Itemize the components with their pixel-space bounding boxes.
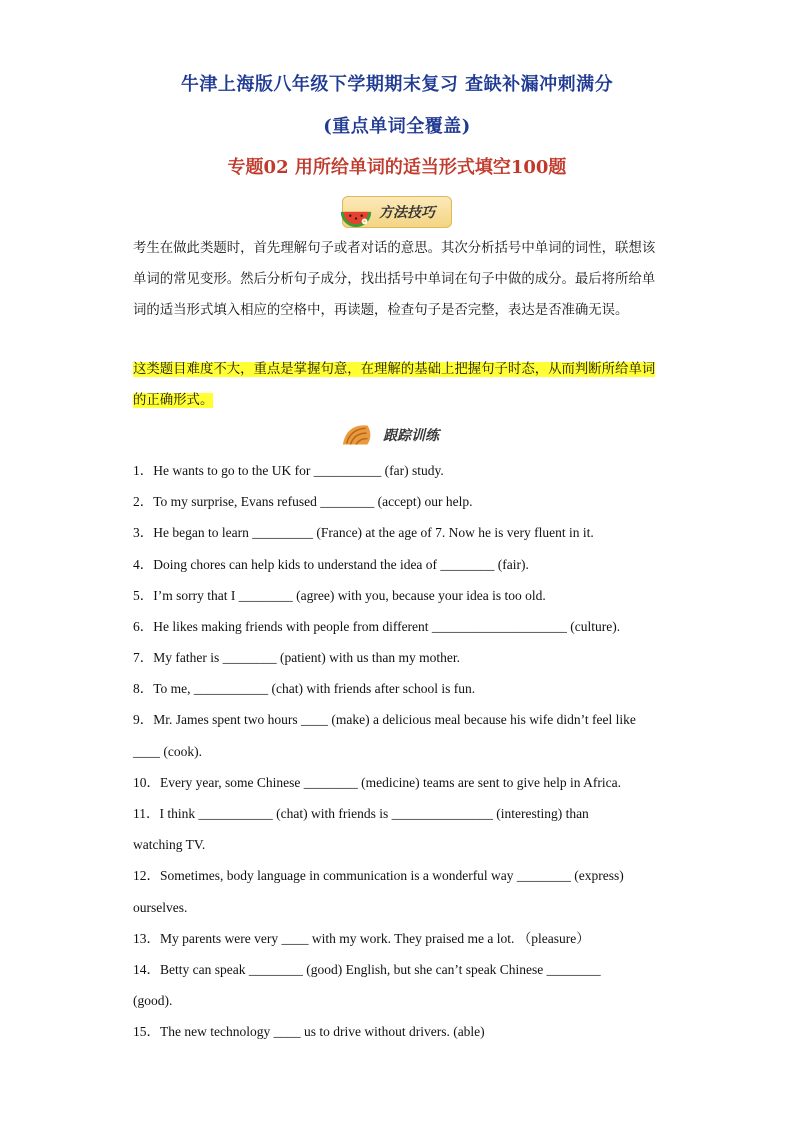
question-line: 11．I think ___________ (chat) with friends is _______________ (interesting) than — [133, 806, 589, 821]
topic-title: 专题02 用所给单词的适当形式填空100题 — [227, 157, 567, 178]
question-line: 15．The new technology ____ us to drive without drivers. (able) — [133, 1024, 485, 1039]
question-line: 5．I’m sorry that I ________ (agree) with you, because your idea is too old. — [133, 588, 546, 603]
question-line: 2．To my surprise, Evans refused ________ (accept) our help. — [133, 494, 473, 509]
question-line: 6．He likes making friends with people from different ____________________ (culture). — [133, 619, 621, 634]
method-highlight — [133, 354, 658, 416]
shell-icon — [339, 416, 377, 454]
question-line: watching TV. — [133, 837, 206, 852]
question-line: 13．My parents were very ____ with my work. They praised me a lot. （pleasure） — [133, 931, 590, 946]
question-line: 1．He wants to go to the UK for __________ (far) study. — [133, 463, 444, 478]
question-line: 10．Every year, some Chinese ________ (medicine) teams are sent to give help in Africa. — [133, 775, 621, 790]
method-text: 考生在做此类题时，首先理解句子或者对话的意思。其次分析括号中单词的词性，联想该单词的常见变形。然后分析句子成分，找出括号中单词在句子中做的成分。最后将所给单词的适当形式填入相应的空格中，再读题，检查句子是否完整，表达是否准确无误。 — [133, 241, 656, 318]
question-line: 4．Doing chores can help kids to understand the idea of ________ (fair). — [133, 557, 529, 572]
question-line: (good). — [133, 993, 173, 1008]
question-line: 3．He began to learn _________ (France) at the age of 7. Now he is very fluent in it. — [133, 525, 594, 540]
doc-title: 牛津上海版八年级下学期期末复习 查缺补漏冲刺满分 — [180, 74, 614, 95]
practice-badge-label: 跟踪训练 — [383, 428, 439, 444]
highlighted-text: 这类题目难度不大，重点是掌握句意，在理解的基础上把握句子时态，从而判断所给单词的正确形式。 — [133, 362, 656, 408]
question-line: ourselves. — [133, 900, 188, 915]
method-badge-label: 方法技巧 — [379, 205, 435, 221]
question-line: ____ (cook). — [133, 744, 202, 759]
method-badge — [0, 196, 794, 228]
question-line: 14．Betty can speak ________ (good) English, but she can’t speak Chinese ________ — [133, 962, 601, 977]
doc-title-note: (重点单词全覆盖) — [323, 116, 471, 137]
practice-badge — [0, 420, 794, 450]
question-line: 12．Sometimes, body language in communication is a wonderful way ________ (express) — [133, 868, 624, 883]
question-line: 9．Mr. James spent two hours ____ (make) a delicious meal because his wife didn’t feel like — [133, 712, 636, 727]
watermelon-icon — [337, 191, 375, 229]
question-line: 8．To me, ___________ (chat) with friends after school is fun. — [133, 681, 476, 696]
question-line: 7．My father is ________ (patient) with us than my mother. — [133, 650, 460, 665]
